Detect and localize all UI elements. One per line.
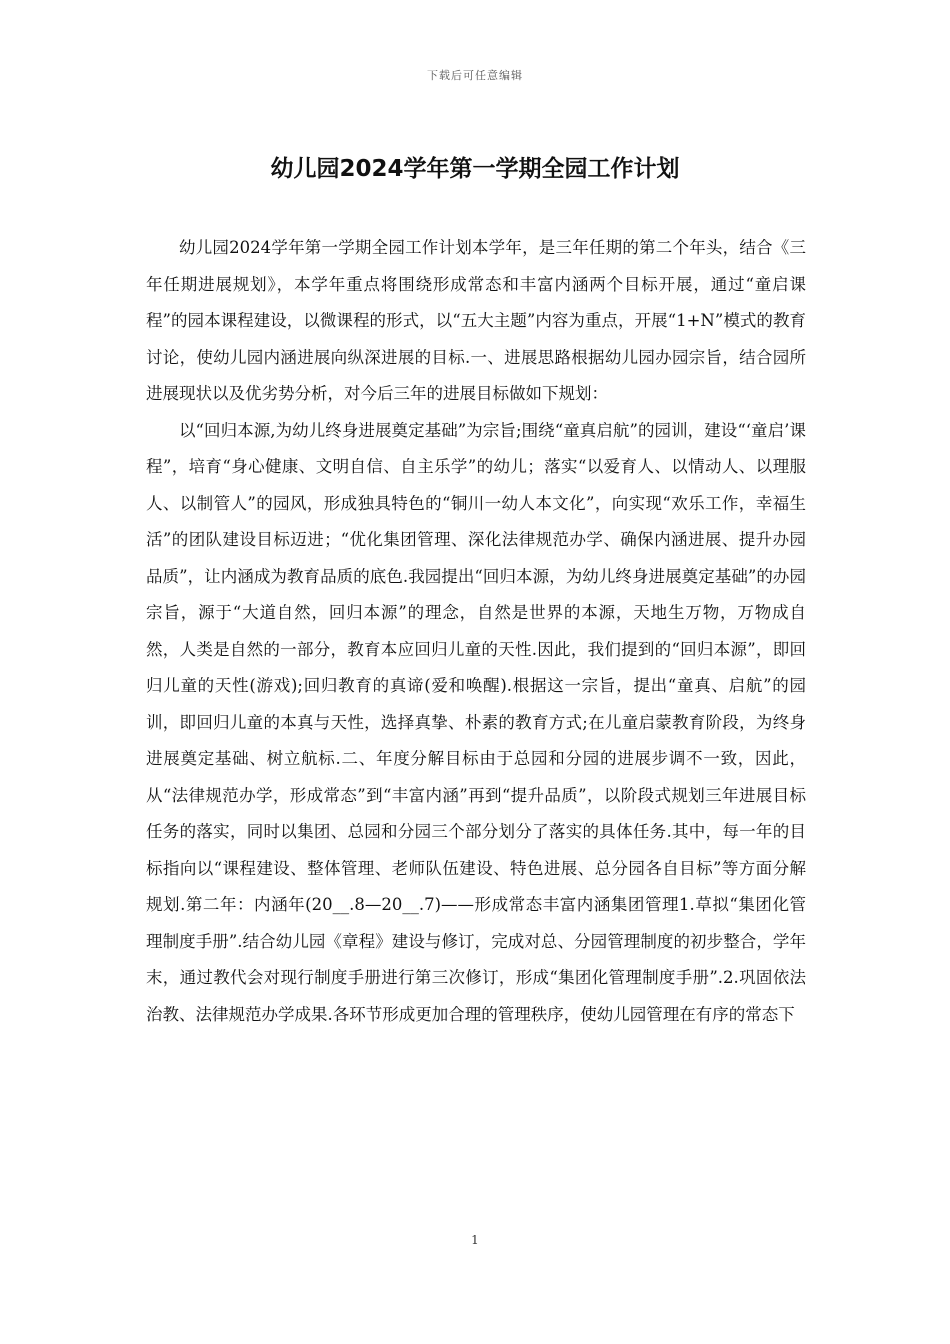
page-header-note: 下载后可任意编辑	[427, 69, 523, 82]
page-number: 1	[471, 1233, 479, 1247]
document-body	[146, 230, 806, 1033]
body-paragraph: 幼儿园2024学年第一学期全园工作计划本学年，是三年任期的第二个年头，结合《三年任期进展规划》，本学年重点将围绕形成常态和丰富内涵两个目标开展，通过“童启课程”的园本课程建设，以微课程的形式，以“五大主题”内容为重点，开展“1+N”模式的教育讨论，使幼儿园内涵进展向纵深进展的目标.一、进展思路根据幼儿园办园宗旨，结合园所进展现状以及优劣势分析，对今后三年的进展目标做如下规划：	[146, 238, 806, 403]
document-title: 幼儿园2024学年第一学期全园工作计划	[270, 156, 680, 182]
body-paragraph: 以“回归本源,为幼儿终身进展奠定基础”为宗旨;围绕“童真启航”的园训，建设“‘童启’课程”，培育“身心健康、文明自信、自主乐学”的幼儿；落实“以爱育人、以情动人、以理服人、以制管人”的园风，形成独具特色的“铜川一幼人本文化”，向实现“欢乐工作，幸福生活”的团队建设目标迈进；“优化集团管理、深化法律规范办学、确保内涵进展、提升办园品质”，让内涵成为教育品质的底色.我园提出“回归本源，为幼儿终身进展奠定基础”的办园宗旨，源于“大道自然，回归本源”的理念，自然是世界的本源，天地生万物，万物成自然，人类是自然的一部分，教育本应回归儿童的天性.因此，我们提到的“回归本源”，即回归儿童的天性(游戏);回归教育的真谛(爱和唤醒).根据这一宗旨，提出“童真、启航”的园训，即回归儿童的本真与天性，选择真挚、朴素的教育方式;在儿童启蒙教育阶段，为终身进展奠定基础、树立航标.二、年度分解目标由于总园和分园的进展步调不一致，因此，从“法律规范办学，形成常态”到“丰富内涵”再到“提升品质”，以阶段式规划三年进展目标任务的落实，同时以集团、总园和分园三个部分划分了落实的具体任务.其中，每一年的目标指向以“课程建设、整体管理、老师队伍建设、特色进展、总分园各自目标”等方面分解规划.第二年：内涵年(20__.8—20__.7)——形成常态丰富内涵集团管理1.草拟“集团化管理制度手册”.结合幼儿园《章程》建设与修订，完成对总、分园管理制度的初步整合，学年末，通过教代会对现行制度手册进行第三次修订，形成“集团化管理制度手册”.2.巩固依法治教、法律规范办学成果.各环节形成更加合理的管理秩序，使幼儿园管理在有序的常态下	[146, 420, 806, 1024]
